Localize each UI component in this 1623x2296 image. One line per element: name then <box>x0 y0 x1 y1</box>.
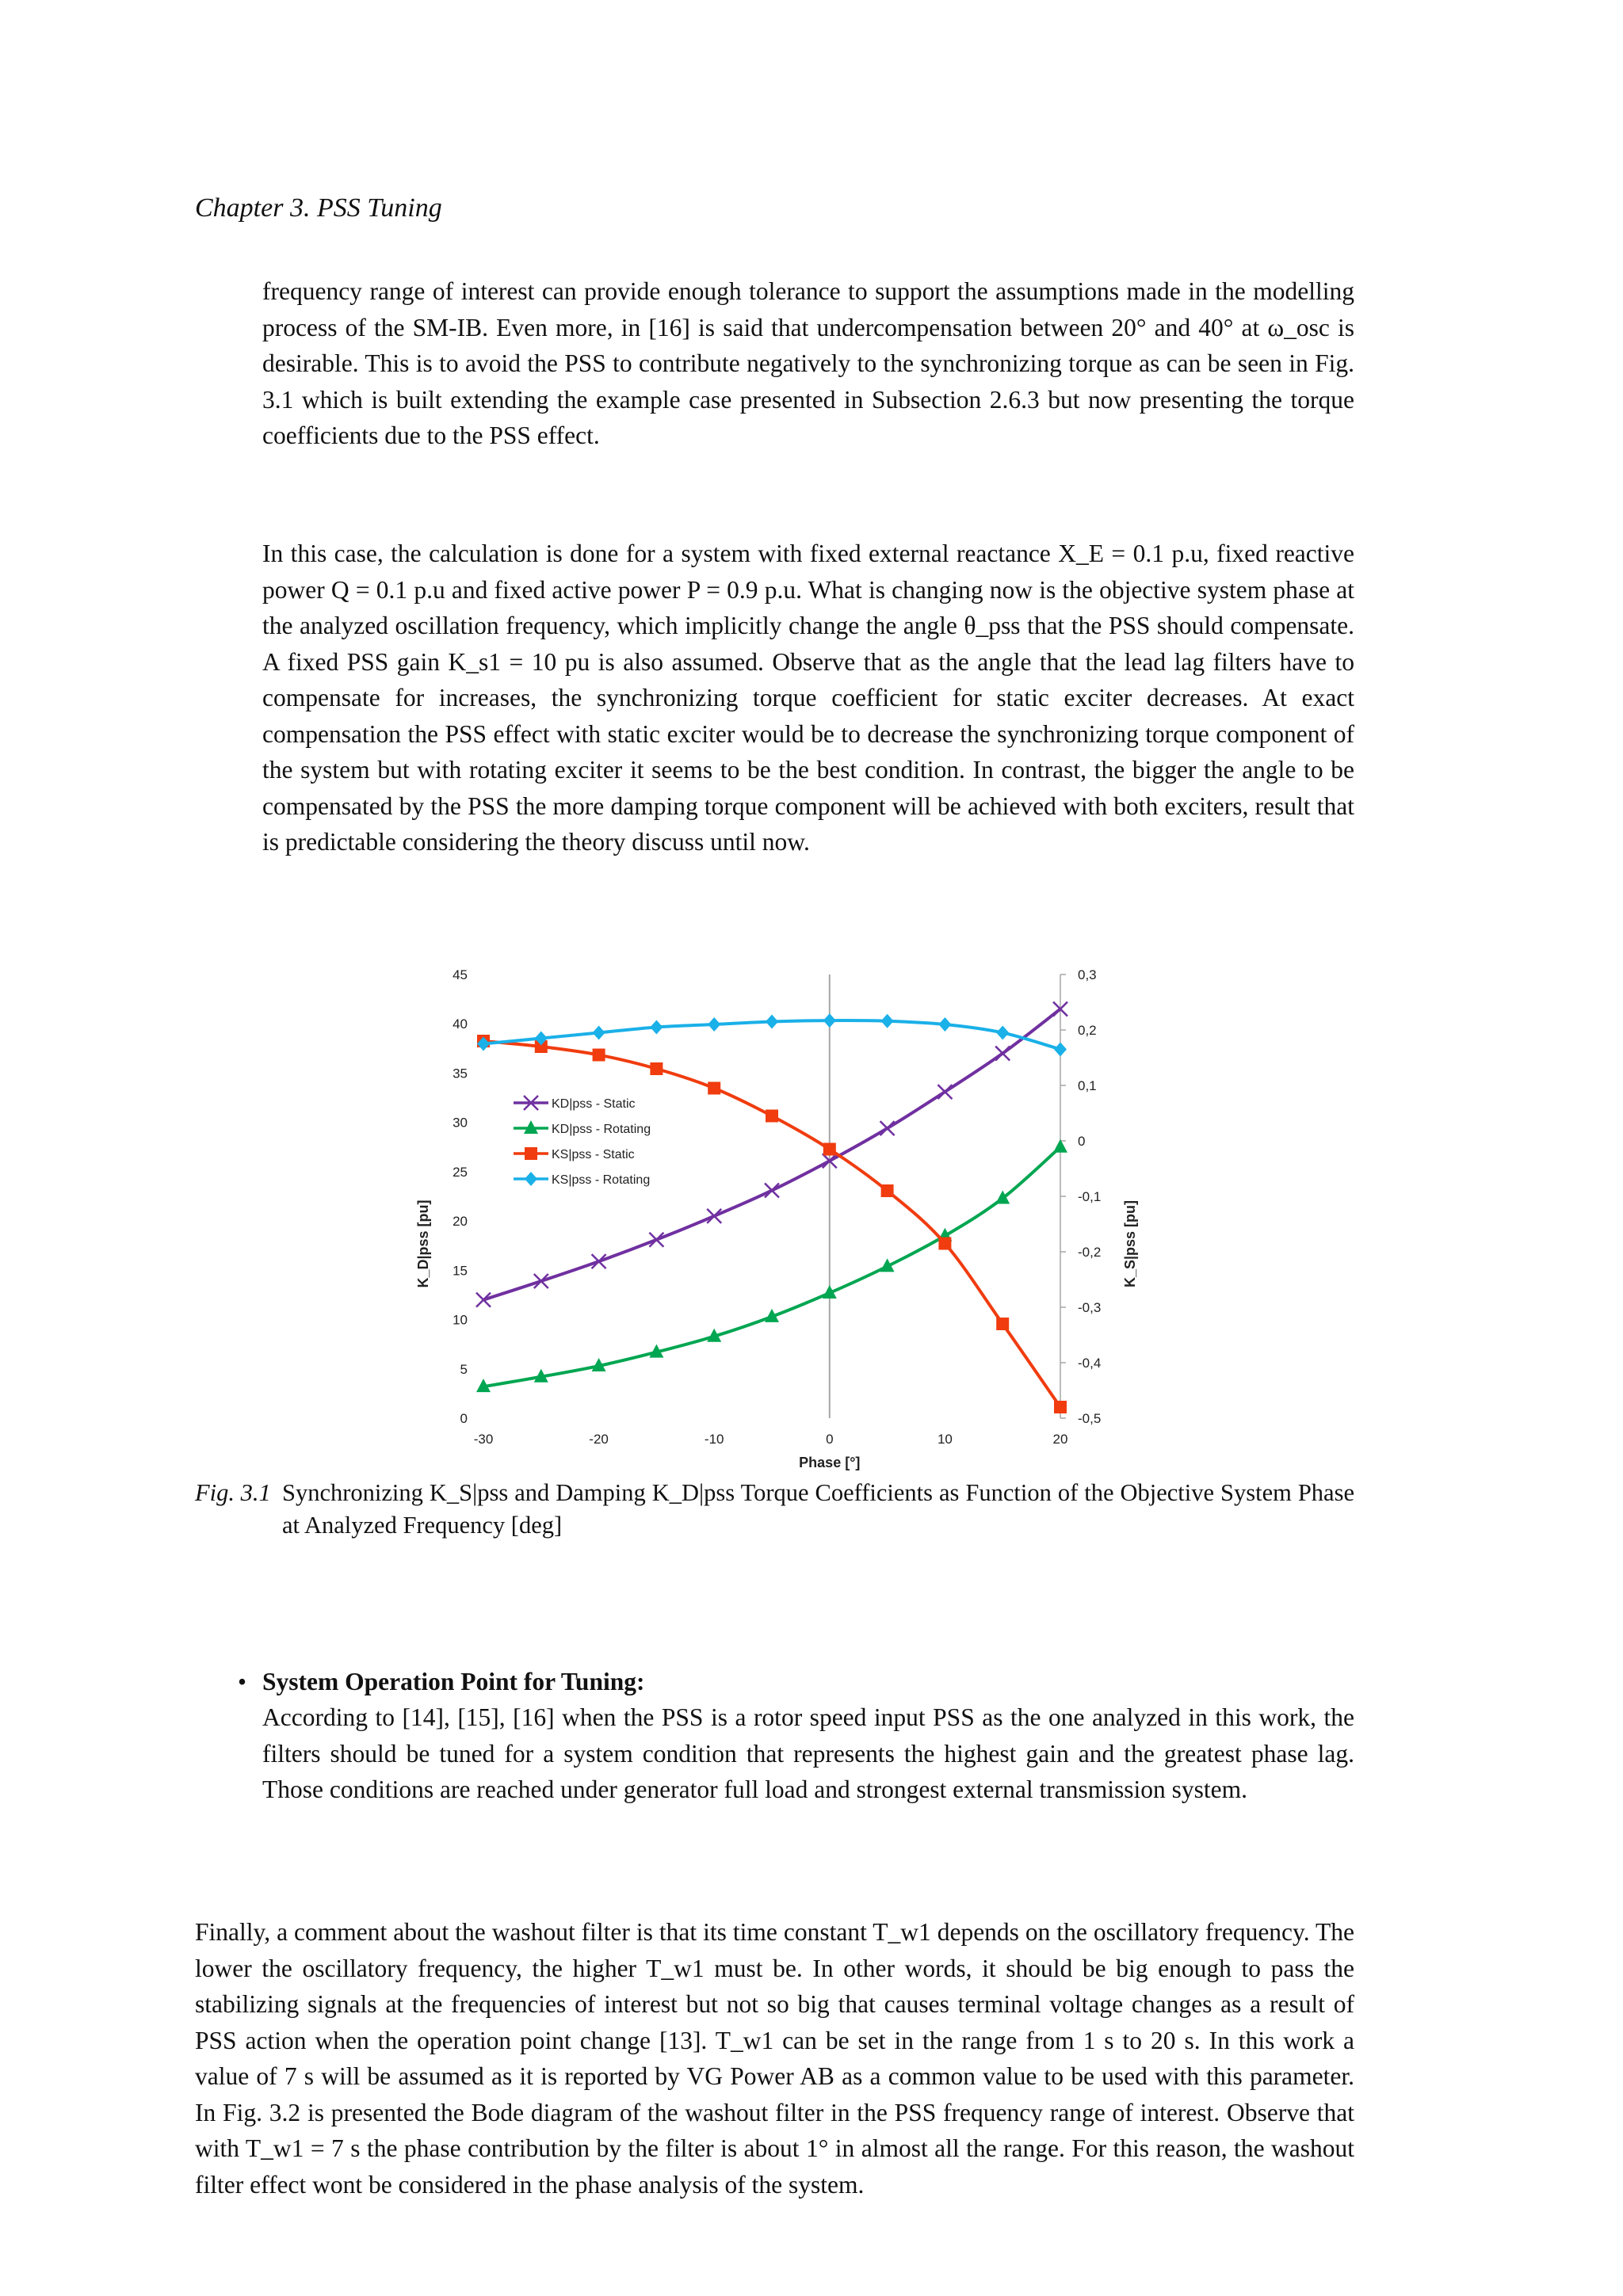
data-point-kd-pss-static <box>649 1233 663 1247</box>
right-tick-label: -0,1 <box>1078 1189 1102 1204</box>
left-tick-label: 5 <box>460 1361 468 1377</box>
x-tick-label: 0 <box>826 1432 834 1447</box>
left-tick-label: 20 <box>453 1214 468 1230</box>
data-point-ks-pss-static <box>881 1184 894 1197</box>
left-tick-label: 35 <box>453 1066 468 1081</box>
right-tick-label: -0,4 <box>1078 1356 1102 1371</box>
data-point-kd-pss-static <box>938 1085 952 1099</box>
right-axis-title: K_S|pss [pu] <box>1122 1199 1138 1288</box>
data-point-ks-pss-rotating <box>650 1020 663 1035</box>
right-tick-label: 0 <box>1078 1134 1086 1149</box>
data-point-kd-pss-static <box>995 1047 1010 1061</box>
left-tick-label: 25 <box>453 1164 468 1180</box>
x-tick-label: -20 <box>589 1432 609 1447</box>
caption-text: Synchronizing K_S|pss and Damping K_D|pss Torque Coefficients as Function of the Objective System Phase at Analyzed Frequency [deg] <box>282 1479 1354 1539</box>
left-tick-label: 15 <box>453 1263 468 1279</box>
data-point-ks-pss-static <box>823 1143 836 1156</box>
data-point-ks-pss-rotating <box>823 1013 836 1028</box>
bullet-body: According to [14], [15], [16] when the PSS is a rotor speed input PSS as the one analyzed in this work, the filters should be tuned for a system condition that represents the highest gain and the greatest phase lag. Those conditions are reached under generator full load and strongest external transmission system. <box>262 1703 1354 1803</box>
left-tick-label: 40 <box>453 1016 468 1032</box>
legend-label-kd-pss-static: KD|pss - Static <box>552 1097 636 1111</box>
right-tick-label: -0,3 <box>1078 1300 1102 1315</box>
right-tick-label: 0,1 <box>1078 1078 1097 1093</box>
bullet-marker: • <box>238 1668 247 1695</box>
legend-label-ks-pss-rotating: KS|pss - Rotating <box>552 1173 651 1187</box>
right-tick-label: 0,2 <box>1078 1023 1097 1038</box>
left-tick-label: 45 <box>453 967 468 982</box>
series-line-ks-pss-static <box>483 1041 1060 1407</box>
x-tick-label: 10 <box>937 1432 953 1447</box>
page-header: Chapter 3. PSS Tuning <box>195 193 442 223</box>
right-tick-label: -0,2 <box>1078 1245 1102 1260</box>
data-point-ks-pss-rotating <box>766 1015 778 1029</box>
legend-label-kd-pss-rotating: KD|pss - Rotating <box>552 1123 651 1136</box>
data-point-kd-pss-static <box>592 1254 606 1268</box>
torque-coefficient-chart <box>412 951 1252 1474</box>
data-point-ks-pss-static <box>938 1238 951 1250</box>
paragraph-washout: Finally, a comment about the washout filter is that its time constant T_w1 depends on the oscillatory frequency. The lower the oscillatory frequency, the higher T_w1 must be. In other words, it should be big enough to pass the stabilizing signals at the frequencies of interest but not so big that causes terminal voltage changes as a result of PSS action when the operation point change [13]. T_w1 can be set in the range from 1 s to 20 s. In this work a value of 7 s will be assumed as it is reported by VG Power AB as a common value to be used with this parameter. In Fig. 3.2 is presented the Bode diagram of the washout filter in the PSS frequency range of interest. Observe that with T_w1 = 7 s the phase contribution by the filter is about 1° in almost all the range. For this reason, the washout filter effect wont be considered in the phase analysis of the system. <box>195 1918 1354 2199</box>
left-tick-label: 0 <box>460 1411 468 1426</box>
data-point-ks-pss-rotating <box>708 1017 720 1032</box>
paragraph-calculation: In this case, the calculation is done for a system with fixed external reactance X_E = 0.1 p.u, fixed reactive power Q = 0.1 p.u and fixed active power P = 0.9 p.u. What is changing now is the objective system phase at the analyzed oscillation frequency, which implicitly change the angle θ_pss that the PSS should compensate. A fixed PSS gain K_s1 = 10 pu is also assumed. Observe that as the angle that the lead lag filters have to compensate for increases, the synchronizing torque coefficient for static exciter decreases. At exact compensation the PSS effect with static exciter would be to decrease the synchronizing torque component of the system but with rotating exciter it seems to be the best condition. In contrast, the bigger the angle to be compensated by the PSS the more damping torque component will be achieved with both exciters, result that is predictable considering the theory discuss until now. <box>262 540 1354 856</box>
x-tick-label: -10 <box>704 1432 724 1447</box>
data-point-ks-pss-static <box>766 1110 778 1123</box>
data-point-ks-pss-rotating <box>593 1026 605 1040</box>
bullet-title: System Operation Point for Tuning: <box>262 1668 645 1695</box>
legend-marker-ks-pss-rotating <box>525 1172 537 1186</box>
paragraph-intro: frequency range of interest can provide enough tolerance to support the assumptions made in the modelling process of the SM-IB. Even more, in [16] is said that undercompensation between 20° and 40° at ω_osc is desirable. This is to avoid the PSS to contribute negatively to the synchronizing torque as can be seen in Fig. 3.1 which is built extending the example case presented in Subsection 2.6.3 but now presenting the torque coefficients due to the PSS effect. <box>262 277 1354 449</box>
data-point-ks-pss-static <box>996 1318 1009 1330</box>
right-tick-label: -0,5 <box>1078 1411 1102 1426</box>
legend-marker-ks-pss-static <box>525 1147 537 1160</box>
data-point-ks-pss-rotating <box>881 1014 894 1028</box>
legend-label-ks-pss-static: KS|pss - Static <box>552 1148 635 1161</box>
data-point-ks-pss-rotating <box>996 1026 1009 1040</box>
left-tick-label: 30 <box>453 1115 468 1131</box>
left-tick-label: 10 <box>453 1312 468 1328</box>
data-point-ks-pss-rotating <box>938 1017 951 1032</box>
figure-3-1 <box>412 951 1252 1474</box>
data-point-ks-pss-static <box>650 1062 663 1075</box>
data-point-kd-pss-static <box>765 1184 779 1198</box>
data-point-ks-pss-static <box>1054 1401 1067 1413</box>
data-point-kd-pss-static <box>880 1121 895 1135</box>
x-tick-label: 20 <box>1052 1432 1068 1447</box>
data-point-ks-pss-static <box>593 1049 605 1062</box>
data-point-ks-pss-rotating <box>1054 1043 1067 1057</box>
data-point-kd-pss-static <box>707 1209 721 1223</box>
left-axis-title: K_D|pss [pu] <box>415 1199 431 1288</box>
right-tick-label: 0,3 <box>1078 967 1097 982</box>
data-point-ks-pss-static <box>708 1082 720 1095</box>
caption-label: Fig. 3.1 <box>195 1479 271 1506</box>
x-axis-title: Phase [°] <box>799 1455 861 1470</box>
x-tick-label: -30 <box>473 1432 494 1447</box>
